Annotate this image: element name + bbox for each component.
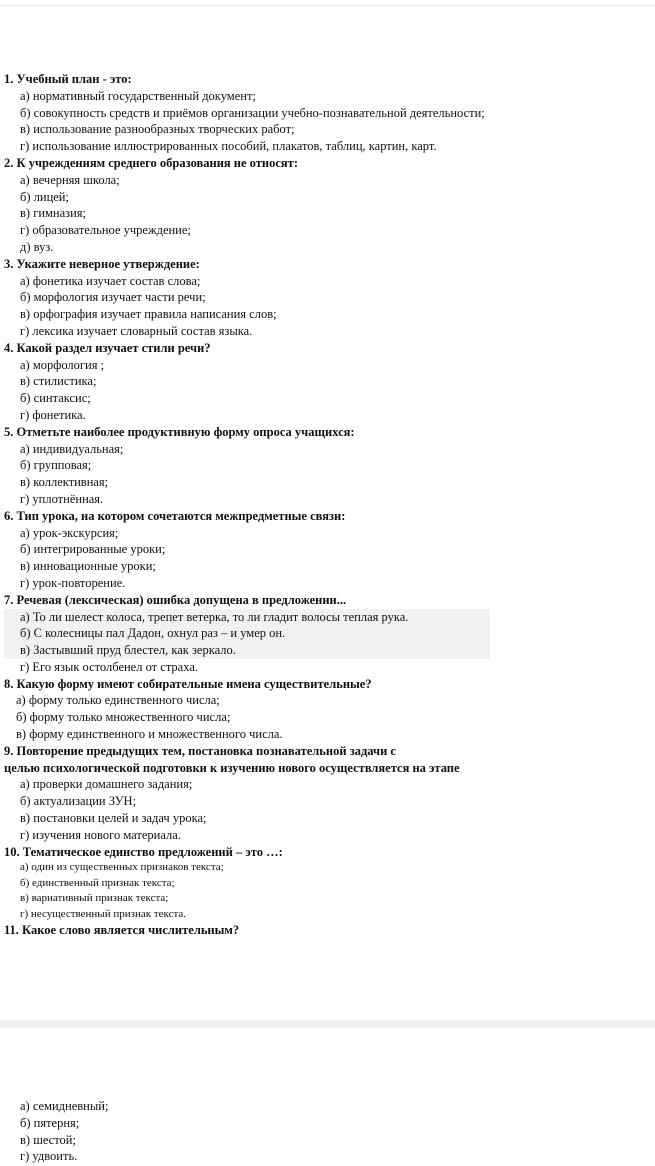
option: б) С колесницы пал Дадон, охнул раз – и умер он.	[4, 625, 490, 642]
option: г) несущественный признак текста.	[20, 907, 187, 920]
question-title: 4. Какой раздел изучает стили речи?	[4, 340, 211, 355]
option: а) проверки домашнего задания;	[20, 777, 193, 792]
option: а) То ли шелест колоса, трепет ветерка, то ли гладит волосы теплая рука.	[4, 609, 490, 626]
option: в) коллективная;	[20, 475, 109, 490]
question-title: 11. Какое слово является числительным?	[4, 923, 240, 938]
question-7	[4, 592, 652, 676]
option: в) вариативный признак текста;	[20, 892, 169, 905]
question-8	[4, 676, 652, 743]
question-10	[4, 844, 652, 922]
option: г) использование иллюстрированных пособий, плакатов, таблиц, картин, карт.	[20, 139, 437, 154]
option: а) один из существенных признаков текста;	[20, 861, 224, 874]
question-title: 1. Учебный план - это:	[4, 72, 132, 86]
option: а) форму только единственного числа;	[16, 693, 220, 708]
question-2	[4, 155, 652, 256]
question-title-line-2: целью психологической подготовки к изучению нового осуществляется на этапе	[4, 760, 460, 775]
question-11-options	[20, 1098, 108, 1165]
option: в) орфография изучает правила написания слов;	[20, 307, 277, 322]
option: а) индивидуальная;	[20, 441, 124, 456]
question-11	[4, 922, 652, 939]
question-9	[4, 743, 652, 844]
option: в) гимназия;	[20, 206, 87, 221]
option: г) изучения нового материала.	[20, 827, 181, 842]
page-separator	[0, 1020, 655, 1028]
option: а) семидневный;	[20, 1099, 109, 1113]
option: а) вечерняя школа;	[20, 172, 120, 187]
option: б) актуализации ЗУН;	[20, 794, 137, 809]
option: б) групповая;	[20, 458, 92, 473]
question-title: 5. Отметьте наиболее продуктивную форму опроса учащихся:	[4, 424, 355, 439]
option: б) морфология изучает части речи;	[20, 290, 206, 305]
option: а) фонетика изучает состав слова;	[20, 273, 201, 288]
question-1	[4, 71, 652, 155]
option: в) использование разнообразных творческих работ;	[20, 122, 295, 137]
option: г) образовательное учреждение;	[20, 223, 191, 238]
option: б) синтаксис;	[20, 391, 91, 406]
question-title: 6. Тип урока, на котором сочетаются межпредметные связи:	[4, 508, 346, 523]
option: б) совокупность средств и приёмов организации учебно-познавательной деятельности;	[20, 105, 485, 120]
option: а) нормативный государственный документ;	[20, 88, 256, 103]
question-title: 7. Речевая (лексическая) ошибка допущена в предложении...	[4, 592, 347, 607]
option: г) уплотнённая.	[20, 491, 104, 506]
option: г) урок-повторение.	[20, 575, 126, 590]
option: б) пятерня;	[20, 1115, 80, 1130]
quiz-document	[4, 71, 652, 939]
question-title: 10. Тематическое единство предложений – это …:	[4, 844, 283, 859]
question-title: 3. Укажите неверное утверждение:	[4, 256, 200, 271]
option: г) удвоить.	[20, 1149, 78, 1164]
question-4	[4, 340, 652, 424]
option: в) Застывший пруд блестел, как зеркало.	[4, 642, 490, 659]
option: г) Его язык остолбенел от страха.	[20, 659, 198, 674]
option: а) урок-экскурсия;	[20, 525, 119, 540]
option: в) инновационные уроки;	[20, 559, 156, 574]
option: в) форму единственного и множественного числа.	[16, 727, 283, 742]
option: а) морфология ;	[20, 357, 105, 372]
option: г) фонетика.	[20, 407, 86, 422]
option: б) лицей;	[20, 189, 69, 204]
option: б) форму только множественного числа;	[16, 710, 231, 725]
question-5	[4, 424, 652, 508]
option: в) постановки целей и задач урока;	[20, 811, 207, 826]
question-title: 8. Какую форму имеют собирательные имена существительные?	[4, 676, 372, 691]
question-3	[4, 256, 652, 340]
question-title-line-1: 9. Повторение предыдущих тем, постановка познавательной задачи с	[4, 743, 396, 758]
option: д) вуз.	[20, 239, 54, 254]
question-6	[4, 508, 652, 592]
option: б) единственный признак текста;	[20, 876, 175, 889]
top-divider	[0, 5, 655, 6]
question-title: 2. К учреждениям среднего образования не относят:	[4, 155, 298, 170]
option: б) интегрированные уроки;	[20, 542, 166, 557]
option: в) шестой;	[20, 1132, 76, 1147]
option: в) стилистика;	[20, 374, 97, 389]
option: г) лексика изучает словарный состав языка.	[20, 323, 253, 338]
